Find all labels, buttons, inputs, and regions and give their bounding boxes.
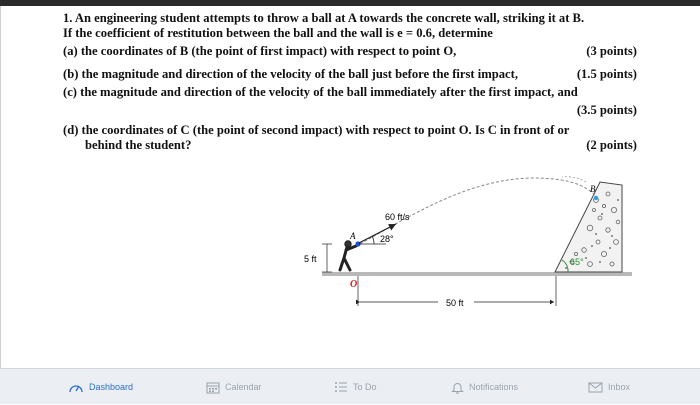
part-c-points: (3.5 points) [576, 103, 637, 117]
part-d-text-1: (d) the coordinates of C (the point of second impact) with respect to point O. Is C in front of or [63, 123, 570, 137]
tab-notifications[interactable] [451, 369, 518, 405]
point-b-label: B [590, 184, 596, 194]
tab-dashboard-label: Dashboard [89, 382, 134, 392]
tab-todo-label: To Do [353, 382, 377, 392]
tab-calendar[interactable] [206, 369, 262, 405]
tab-inbox-label: Inbox [608, 382, 631, 392]
velocity-label: 60 ft/s [385, 212, 410, 222]
ball-trajectory [360, 178, 596, 244]
part-a-text: (a) the coordinates of B (the point of first impact) with respect to point O, [63, 44, 457, 58]
tab-todo[interactable] [334, 369, 377, 405]
calendar-icon [206, 381, 220, 394]
launch-angle-label: 28° [380, 234, 394, 244]
part-a-points: (3 points) [586, 44, 637, 58]
bell-icon [451, 381, 464, 394]
problem-line-1: 1. An engineering student attempts to throw a ball at A towards the concrete wall, striking it at B. [63, 11, 585, 25]
distance-label: 50 ft [446, 298, 464, 308]
part-c-text: (c) the magnitude and direction of the velocity of the ball immediately after the first impact, and [63, 85, 578, 99]
part-d-text-2: behind the student? [85, 138, 192, 152]
tab-calendar-label: Calendar [225, 382, 262, 392]
dashboard-icon [68, 381, 84, 393]
part-b-text: (b) the magnitude and direction of the velocity of the ball just before the first impact, [63, 67, 518, 81]
student-figure [340, 241, 356, 270]
problem-line-2: If the coefficient of restitution between the ball and the wall is e = 0.6, determine [63, 26, 493, 40]
bottom-tab-bar [0, 368, 700, 404]
part-d-points: (2 points) [586, 138, 637, 152]
problem-figure [300, 170, 660, 370]
ground-line [322, 272, 632, 276]
point-o-label: O [350, 279, 358, 290]
tab-dashboard[interactable] [68, 369, 133, 405]
tab-notifications-label: Notifications [469, 382, 519, 392]
impact-point-b [594, 196, 598, 200]
part-b-points: (1.5 points) [576, 67, 637, 81]
height-label: 5 ft [304, 254, 317, 264]
point-a-label: A [350, 231, 356, 241]
todo-icon [334, 381, 348, 393]
launch-angle-arc [372, 236, 374, 244]
concrete-wall [555, 182, 622, 272]
tab-inbox[interactable] [588, 369, 630, 405]
inbox-icon [588, 382, 603, 393]
wall-angle-label: 65° [570, 257, 584, 267]
